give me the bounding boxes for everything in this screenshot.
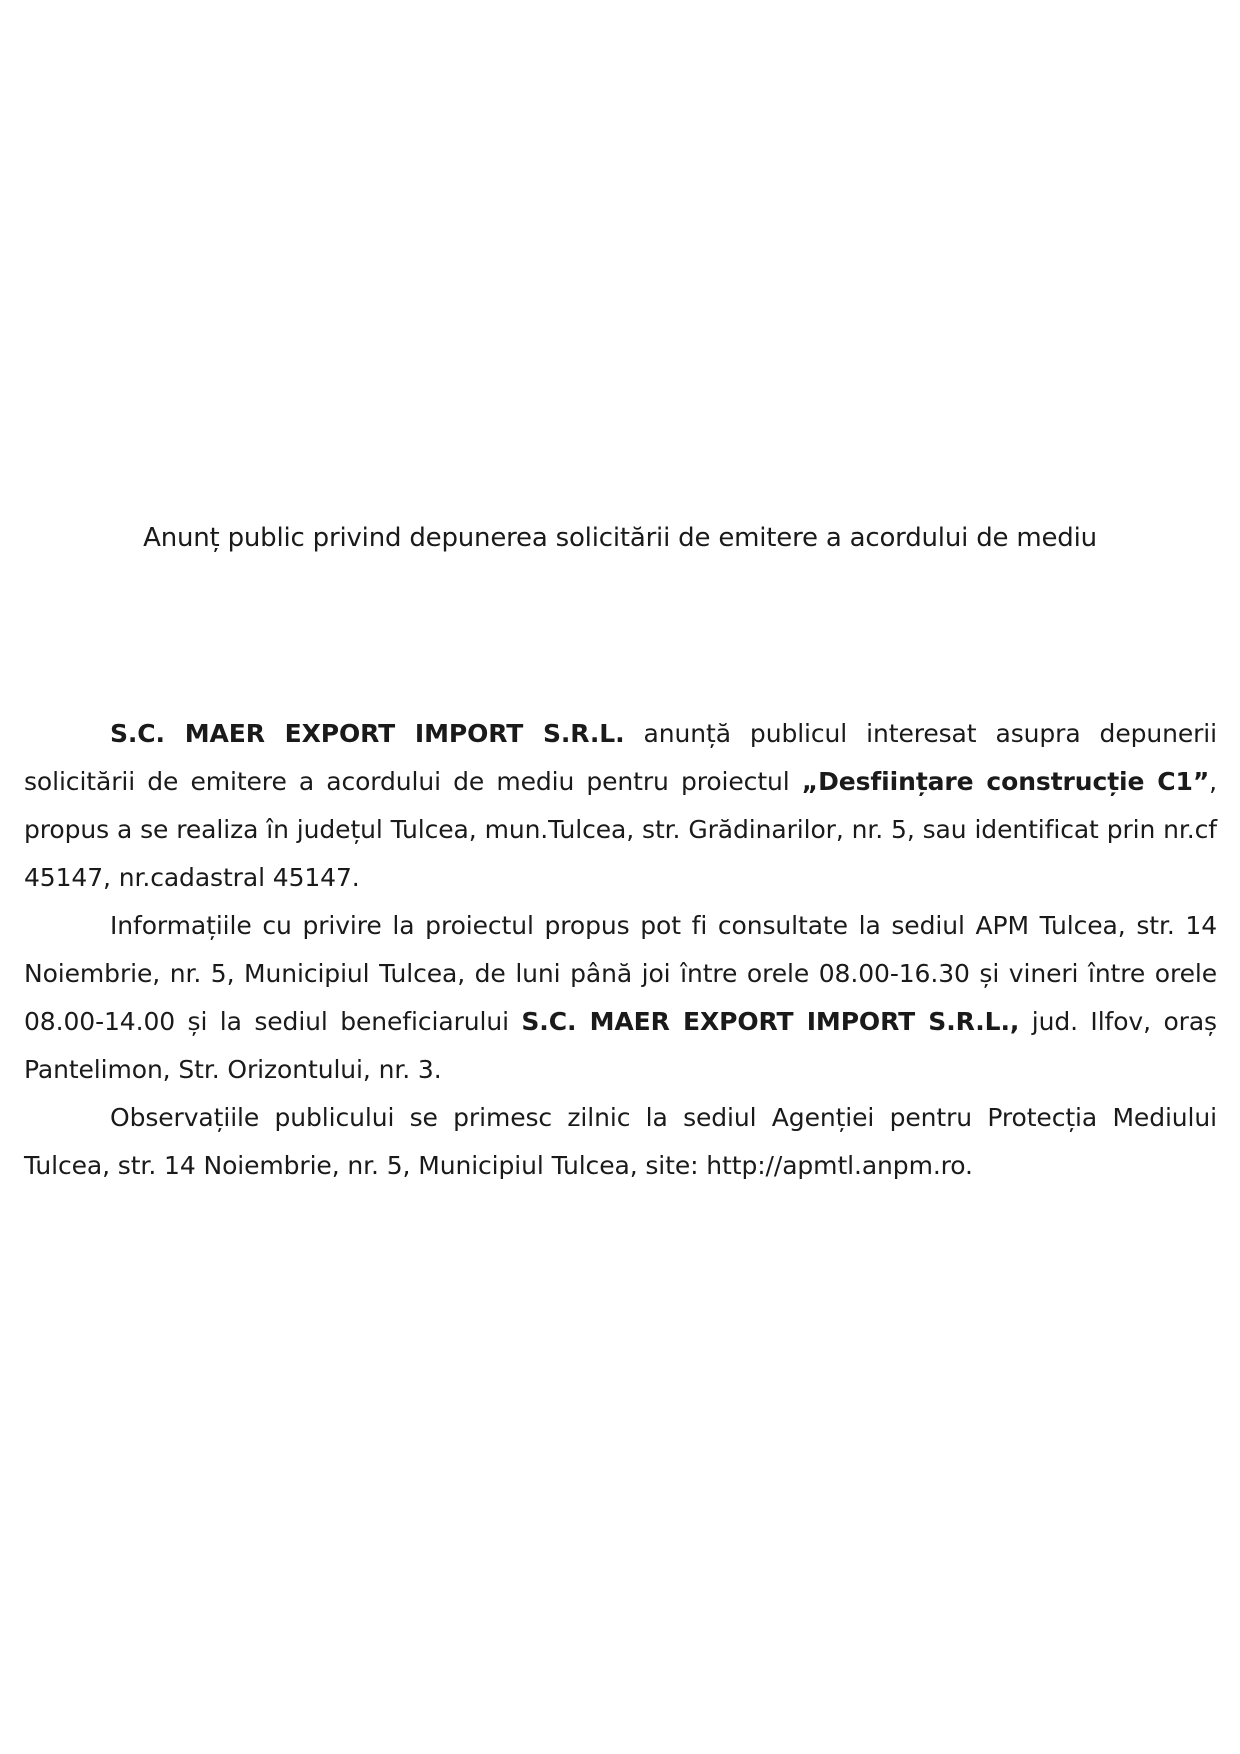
project-name: „Desființare construcție C1” — [801, 767, 1210, 796]
observations-text: Observațiile publicului se primesc zilnic la sediul Agenției pentru Protecția Mediului Tulcea, str. 14 Noiembrie, nr. 5, Municipiul Tulcea, site: http://apmtl.anpm.ro. — [24, 1103, 1217, 1180]
project-location-text: , propus a se realiza în județul Tulcea, mun.Tulcea, str. Grădinarilor, nr. 5, sau identificat prin nr.cf 45147, nr.cadastral 45147. — [24, 767, 1218, 892]
beneficiary-company-name: S.C. MAER EXPORT IMPORT S.R.L., — [521, 1007, 1020, 1036]
document-title: Anunț public privind depunerea solicitării de emitere a acordului de mediu — [143, 523, 1097, 553]
company-name: S.C. MAER EXPORT IMPORT S.R.L. — [110, 719, 625, 748]
paragraph-announcement — [24, 710, 1217, 902]
beneficiary-address-text: jud. Ilfov, oraș Pantelimon, Str. Orizontului, nr. 3. — [24, 1007, 1217, 1084]
information-text: Informațiile cu privire la proiectul propus pot fi consultate la sediul APM Tulcea, str. 14 Noiembrie, nr. 5, Municipiul Tulcea, de luni până joi între orele 08.00-16.30 și vineri între orele 08.00-14.00 și la sediul beneficiarului — [24, 911, 1217, 1036]
paragraph-observations — [24, 1094, 1217, 1190]
paragraph-information — [24, 902, 1217, 1094]
announcement-text: anunță publicul interesat asupra depunerii solicitării de emitere a acordului de mediu pentru proiectul — [24, 719, 1218, 796]
document-body — [24, 710, 1217, 1190]
